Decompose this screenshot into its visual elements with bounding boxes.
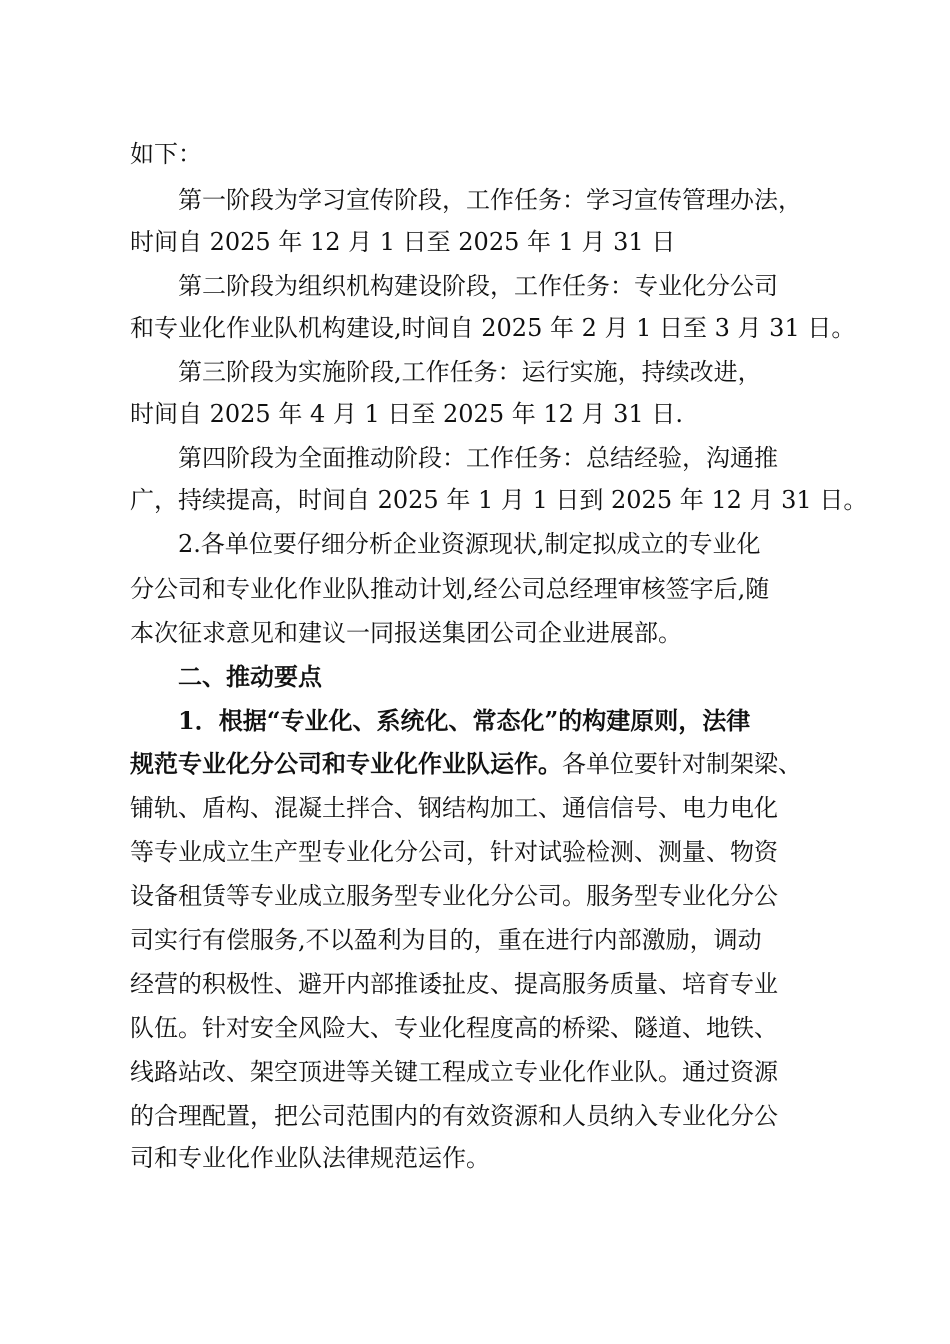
text-line xyxy=(130,748,802,780)
text-line xyxy=(130,1056,778,1088)
text-segment: 的合理配置，把公司范围内的有效资源和人员纳入专业化分公 xyxy=(130,1102,778,1130)
text-line xyxy=(130,1012,778,1044)
text-line xyxy=(130,792,778,824)
text-segment: 各单位要针对制架梁、 xyxy=(562,750,802,778)
text-line xyxy=(178,528,761,560)
text-segment: 经营的积极性、避开内部推诿扯皮、提高服务质量、培育专业 xyxy=(130,970,778,998)
text-line xyxy=(178,442,778,474)
text-line xyxy=(130,617,682,649)
text-segment: 2.各单位要仔细分析企业资源现状,制定拟成立的专业化 xyxy=(178,530,761,558)
text-segment: 和专业化作业队机构建设,时间自 2025 年 2 月 1 日至 3 月 31 日。 xyxy=(130,314,856,342)
text-segment: 时间自 2025 年 12 月 1 日至 2025 年 1 月 31 日 xyxy=(130,228,676,256)
text-segment: 司实行有偿服务,不以盈利为目的，重在进行内部激励，调动 xyxy=(130,926,762,954)
text-segment: 等专业成立生产型专业化分公司，针对试验检测、测量、物资 xyxy=(130,838,778,866)
text-segment: 广，持续提高，时间自 2025 年 1 月 1 日到 2025 年 12 月 31 日。 xyxy=(130,486,868,514)
text-line xyxy=(178,270,778,302)
text-line xyxy=(178,705,750,737)
text-line xyxy=(130,226,675,258)
text-segment: 第四阶段为全面推动阶段：工作任务：总结经验，沟通推 xyxy=(178,444,778,472)
section-heading xyxy=(178,661,322,693)
text-line xyxy=(130,924,762,956)
text-line xyxy=(130,398,683,430)
text-segment: 队伍。针对安全风险大、专业化程度高的桥梁、隧道、地铁、 xyxy=(130,1014,778,1042)
text-line xyxy=(130,312,855,344)
text-segment: 规范专业化分公司和专业化作业队运作。 xyxy=(130,749,562,778)
text-segment: 司和专业化作业队法律规范运作。 xyxy=(130,1144,490,1172)
text-line xyxy=(130,968,778,1000)
text-segment: 时间自 2025 年 4 月 1 日至 2025 年 12 月 31 日. xyxy=(130,400,683,428)
text-line xyxy=(130,880,778,912)
text-segment: 本次征求意见和建议一同报送集团公司企业进展部。 xyxy=(130,619,682,647)
text-line xyxy=(130,484,867,516)
text-segment: 第三阶段为实施阶段,工作任务：运行实施，持续改进， xyxy=(178,358,762,386)
text-segment: 1．根据“专业化、系统化、常态化”的构建原则，法律 xyxy=(178,706,751,735)
text-line xyxy=(130,1100,778,1132)
text-segment: 如下： xyxy=(130,140,202,168)
text-line xyxy=(130,138,202,170)
text-segment: 第一阶段为学习宣传阶段，工作任务：学习宣传管理办法， xyxy=(178,186,802,214)
text-line xyxy=(178,356,762,388)
text-line xyxy=(130,1142,490,1174)
text-segment: 二、推动要点 xyxy=(178,662,322,691)
text-segment: 第二阶段为组织机构建设阶段，工作任务：专业化分公司 xyxy=(178,272,778,300)
text-segment: 分公司和专业化作业队推动计划,经公司总经理审核签字后,随 xyxy=(130,575,770,603)
text-line xyxy=(130,573,769,605)
text-segment: 线路站改、架空顶进等关键工程成立专业化作业队。通过资源 xyxy=(130,1058,778,1086)
text-line xyxy=(178,184,802,216)
text-segment: 铺轨、盾构、混凝土拌合、钢结构加工、通信信号、电力电化 xyxy=(130,794,778,822)
text-line xyxy=(130,836,778,868)
text-segment: 设备租赁等专业成立服务型专业化分公司。服务型专业化分公 xyxy=(130,882,778,910)
